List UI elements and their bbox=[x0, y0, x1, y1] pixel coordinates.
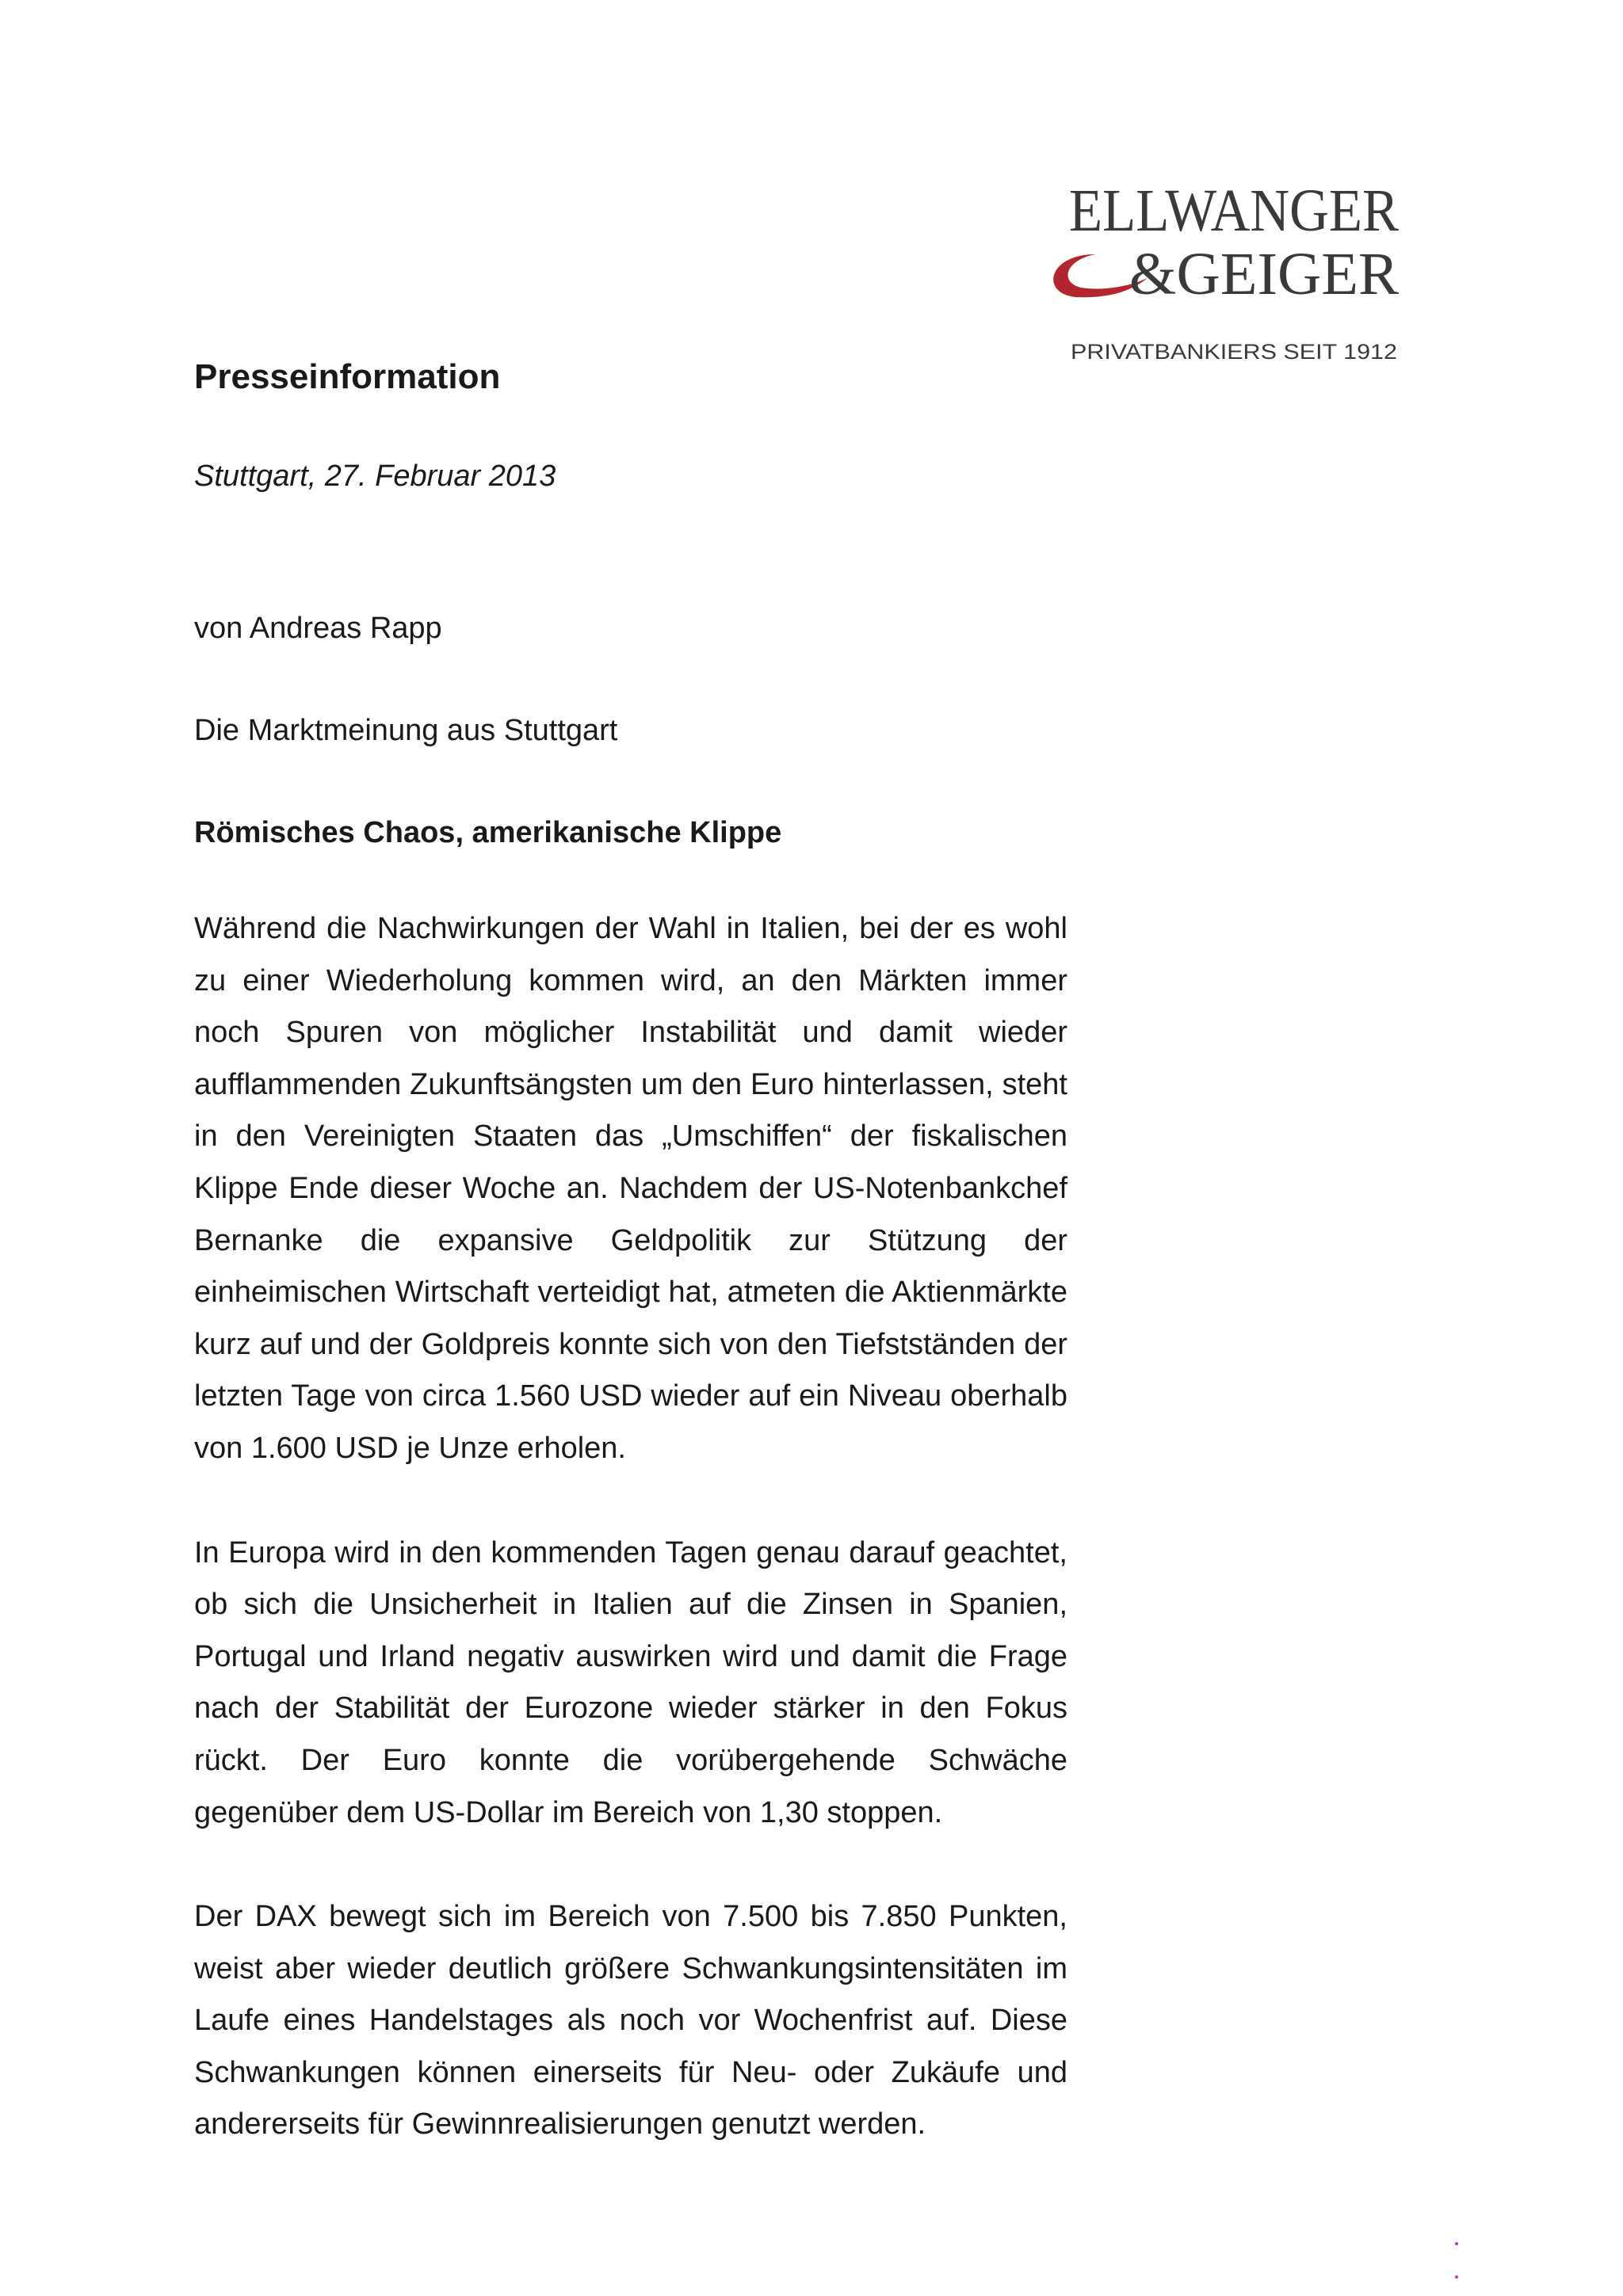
press-release bbox=[194, 349, 1067, 2142]
paragraph-2: In Europa wird in den kommenden Tagen genau darauf geachtet, ob sich die Unsicherheit in Italien auf die Zinsen in Spanien, Portugal und Irland negativ auswirken wird und damit die Frage nach der Stabilität der Eurozone wieder stärker in den Fokus rückt. Der Euro konnte die vorübergehende Schwäche gegenüber dem US-Dollar im Bereich von 1,30 stoppen. bbox=[194, 1535, 1067, 1829]
column-title: Die Marktmeinung aus Stuttgart bbox=[194, 714, 618, 747]
margin-marks bbox=[1455, 2233, 1460, 2296]
article-body bbox=[194, 903, 1067, 2203]
logo-line-1: ELLWANGER bbox=[1069, 178, 1400, 244]
margin-dot bbox=[1455, 2242, 1458, 2245]
paragraph-1: Während die Nachwirkungen der Wahl in Italien, bei der es wohl zu einer Wiederholung kommen wird, an den Märkten immer noch Spuren von möglicher Instabilität und damit wieder aufflammenden Zukunftsängsten um den Euro hinterlassen, steht in den Vereinigten Staaten das „Umschiffen“ der fiskalischen Klippe Ende dieser Woche an. Nachdem der US-Notenbankchef Bernanke die expansive Geldpolitik zur Stützung der einheimischen Wirtschaft verteidigt hat, atmeten die Aktienmärkte kurz auf und der Goldpreis konnte sich von den Tiefstständen der letzten Tage von circa 1.560 USD wieder auf ein Niveau oberhalb von 1.600 USD je Unze erholen. bbox=[194, 912, 1067, 1465]
margin-dot bbox=[1455, 2275, 1458, 2279]
article-subject: Römisches Chaos, amerikanische Klippe bbox=[194, 816, 782, 849]
page-title: Presseinformation bbox=[194, 357, 501, 396]
logo-tagline: PRIVATBANKIERS SEIT 1912 bbox=[1071, 340, 1397, 364]
dateline: Stuttgart, 27. Februar 2013 bbox=[194, 460, 556, 493]
company-logo bbox=[1030, 178, 1411, 368]
author-line: von Andreas Rapp bbox=[194, 612, 442, 645]
logo-line-2: &GEIGER bbox=[1129, 241, 1400, 307]
paragraph-3: Der DAX bewegt sich im Bereich von 7.500 bis 7.850 Punkten, weist aber wieder deutlich größere Schwankungsintensitäten im Laufe eines Handelstages als noch vor Wochenfrist auf. Diese Schwankungen können einerseits für Neu- oder Zukäufe und andererseits für Gewinnrealisierungen genutzt werden. bbox=[194, 1900, 1067, 2142]
